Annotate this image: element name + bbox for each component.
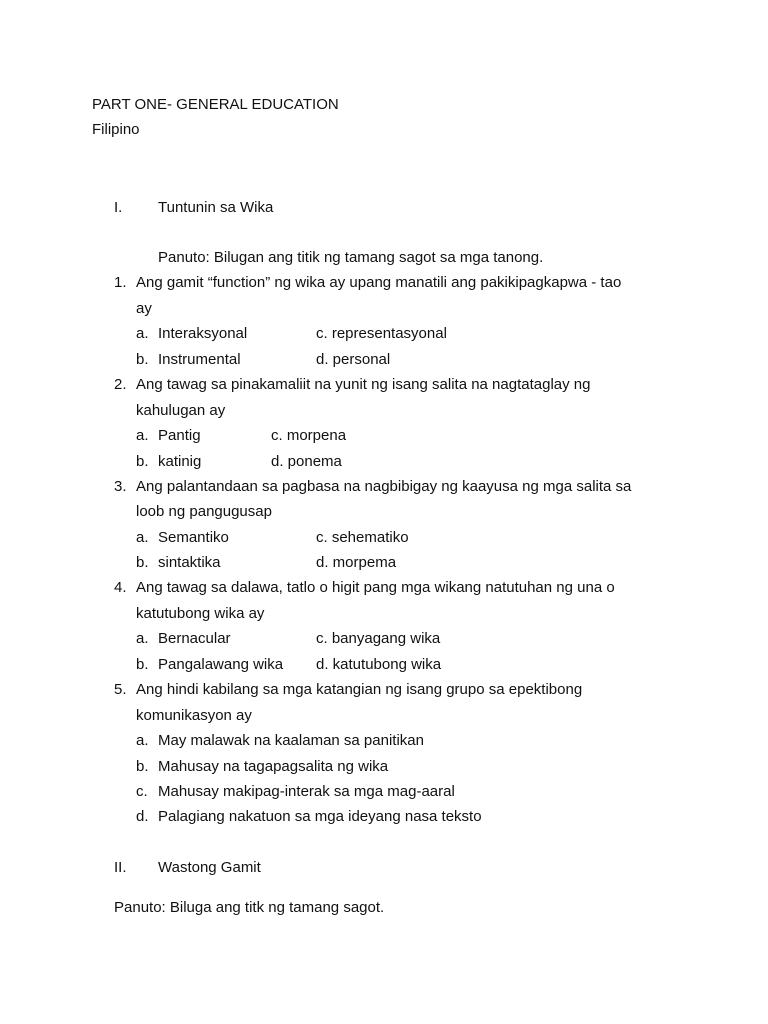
question-5-option-b-letter: b. bbox=[136, 758, 149, 775]
question-2-option-c: c. morpena bbox=[271, 427, 347, 444]
section-2-title: Wastong Gamit bbox=[158, 859, 261, 876]
question-4-option-a: Bernacular bbox=[158, 630, 231, 647]
question-4-option-b-letter: b. bbox=[136, 656, 149, 673]
question-2-option-a: Pantig bbox=[158, 427, 201, 444]
question-5-option-b: Mahusay na tagapagsalita ng wika bbox=[158, 758, 389, 775]
question-1-option-c: c. representasyonal bbox=[316, 325, 447, 342]
question-5-option-a: May malawak na kaalaman sa panitikan bbox=[158, 732, 424, 749]
question-1-number: 1. bbox=[114, 274, 127, 291]
question-2-text-cont: kahulugan ay bbox=[136, 402, 226, 419]
question-2-number: 2. bbox=[114, 376, 127, 393]
question-5-text-cont: komunikasyon ay bbox=[136, 707, 252, 724]
question-3-text-cont: loob ng pangugusap bbox=[136, 503, 272, 520]
question-4-number: 4. bbox=[114, 579, 127, 596]
question-1-option-a-letter: a. bbox=[136, 325, 149, 342]
question-4-text-cont: katutubong wika ay bbox=[136, 605, 265, 622]
question-2-text: Ang tawag sa pinakamaliit na yunit ng isang salita na nagtataglay ng bbox=[136, 376, 591, 393]
question-1-option-a: Interaksyonal bbox=[158, 325, 248, 342]
question-3-option-b-letter: b. bbox=[136, 554, 149, 571]
question-3-option-c: c. sehematiko bbox=[316, 529, 409, 546]
section-1-instruction: Panuto: Bilugan ang titik ng tamang sagot sa mga tanong. bbox=[158, 249, 544, 266]
question-5-option-d: Palagiang nakatuon sa mga ideyang nasa teksto bbox=[158, 808, 482, 825]
section-2-numeral: II. bbox=[114, 859, 127, 876]
question-5-option-c-letter: c. bbox=[136, 783, 148, 800]
question-2-option-b-letter: b. bbox=[136, 453, 149, 470]
question-5-number: 5. bbox=[114, 681, 127, 698]
question-1-option-d: d. personal bbox=[316, 351, 391, 368]
question-5-text: Ang hindi kabilang sa mga katangian ng isang grupo sa epektibong bbox=[136, 681, 583, 698]
question-3-number: 3. bbox=[114, 478, 127, 495]
question-3-option-a: Semantiko bbox=[158, 529, 229, 546]
question-4-option-a-letter: a. bbox=[136, 630, 149, 647]
question-3-option-b: sintaktika bbox=[158, 554, 221, 571]
question-1-text-cont: ay bbox=[136, 300, 152, 317]
section-2-instruction: Panuto: Biluga ang titk ng tamang sagot. bbox=[114, 899, 385, 916]
question-5-option-c: Mahusay makipag-interak sa mga mag-aaral bbox=[158, 783, 455, 800]
question-4-option-d: d. katutubong wika bbox=[316, 656, 442, 673]
question-3-option-a-letter: a. bbox=[136, 529, 149, 546]
question-5-option-a-letter: a. bbox=[136, 732, 149, 749]
question-2-option-a-letter: a. bbox=[136, 427, 149, 444]
question-2-option-b: katinig bbox=[158, 453, 202, 470]
question-4-option-b: Pangalawang wika bbox=[158, 656, 284, 673]
section-1-title: Tuntunin sa Wika bbox=[158, 199, 274, 216]
question-4-option-c: c. banyagang wika bbox=[316, 630, 441, 647]
document-title: PART ONE- GENERAL EDUCATION bbox=[92, 96, 339, 113]
question-3-text: Ang palantandaan sa pagbasa na nagbibigay ng kaayusa ng mga salita sa bbox=[136, 478, 632, 495]
question-4-text: Ang tawag sa dalawa, tatlo o higit pang mga wikang natutuhan ng una o bbox=[136, 579, 615, 596]
section-1-numeral: I. bbox=[114, 199, 123, 216]
question-2-option-d: d. ponema bbox=[271, 453, 342, 470]
question-1-option-b: Instrumental bbox=[158, 351, 241, 368]
subject-label: Filipino bbox=[92, 121, 140, 138]
question-3-option-d: d. morpema bbox=[316, 554, 397, 571]
question-1-text: Ang gamit “function” ng wika ay upang manatili ang pakikipagkapwa - tao bbox=[136, 274, 622, 291]
question-5-option-d-letter: d. bbox=[136, 808, 149, 825]
question-1-option-b-letter: b. bbox=[136, 351, 149, 368]
